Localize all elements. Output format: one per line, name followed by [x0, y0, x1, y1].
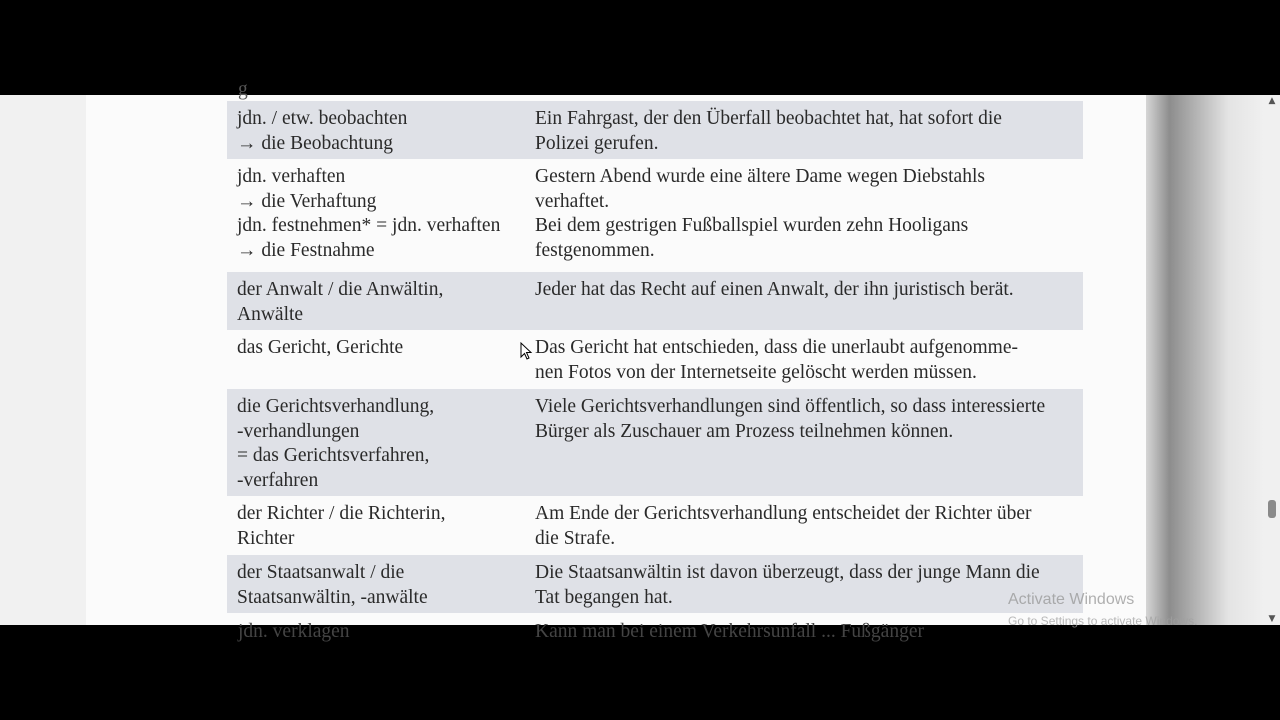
vocab-example: Viele Gerichtsverhandlungen sind öffentlich, so dass interessierte Bürger als Zuschauer am Prozess teilnehmen können.	[535, 396, 1046, 442]
vocab-example: Das Gericht hat entschieden, dass die unerlaubt aufgenomme- nen Fotos von der Internetseite gelöscht werden müssen.	[535, 337, 1018, 383]
activation-watermark-title: Activate Windows	[1008, 591, 1135, 608]
activation-watermark-subtitle: Go to Settings to activate Windows.	[1008, 614, 1198, 628]
mouse-cursor-icon	[520, 342, 532, 360]
page-binding-shadow	[1146, 95, 1264, 625]
vocab-row	[227, 101, 1083, 159]
partial-text-bottom-right: Kann man bei einem Verkehrsunfall ... Fußgänger	[535, 621, 924, 642]
vocab-example: Die Staatsanwältin ist davon überzeugt, dass der junge Mann die Tat begangen hat.	[535, 562, 1040, 608]
partial-text-bottom-left: jdn. verklagen	[238, 621, 350, 642]
vocab-row	[227, 555, 1083, 613]
left-margin	[0, 95, 87, 625]
document-viewport	[0, 79, 1280, 642]
vocab-row	[227, 272, 1083, 330]
vocab-term: der Anwalt / die Anwältin, Anwälte	[237, 279, 444, 325]
vocab-term: die Gerichtsverhandlung, -verhandlungen = das Gerichtsverfahren, -verfahren	[237, 396, 435, 491]
vocab-row	[227, 389, 1083, 496]
vocab-term: jdn. verhaften → die Verhaftung jdn. festnehmen* = jdn. verhaften → die Festnahme	[237, 166, 501, 261]
vocab-row	[227, 159, 1083, 270]
vocab-row	[227, 496, 1083, 555]
scroll-down-arrow-icon[interactable]: ▼	[1268, 614, 1276, 624]
vocab-example: Ein Fahrgast, der den Überfall beobachtet hat, hat sofort die Polizei gerufen.	[535, 108, 1002, 154]
vocab-row	[227, 330, 1083, 389]
vocab-example: Gestern Abend wurde eine ältere Dame wegen Diebstahls verhaftet. Bei dem gestrigen Fußballspiel wurden zehn Hooligans festgenommen.	[535, 166, 985, 261]
vocab-term: jdn. / etw. beobachten → die Beobachtung	[237, 108, 408, 154]
vocab-term: der Richter / die Richterin, Richter	[237, 503, 446, 549]
partial-text-top: g	[238, 79, 248, 100]
vocab-term: das Gericht, Gerichte	[237, 337, 404, 358]
scroll-up-arrow-icon[interactable]: ▲	[1268, 96, 1276, 106]
vocab-example: Am Ende der Gerichtsverhandlung entscheidet der Richter über die Strafe.	[535, 503, 1032, 549]
vertical-scrollbar[interactable]	[1264, 95, 1280, 625]
scrollbar-thumb[interactable]	[1268, 500, 1276, 518]
vocab-example: Jeder hat das Recht auf einen Anwalt, der ihn juristisch berät.	[535, 279, 1014, 300]
vocab-term: der Staatsanwalt / die Staatsanwältin, -anwälte	[237, 562, 428, 608]
